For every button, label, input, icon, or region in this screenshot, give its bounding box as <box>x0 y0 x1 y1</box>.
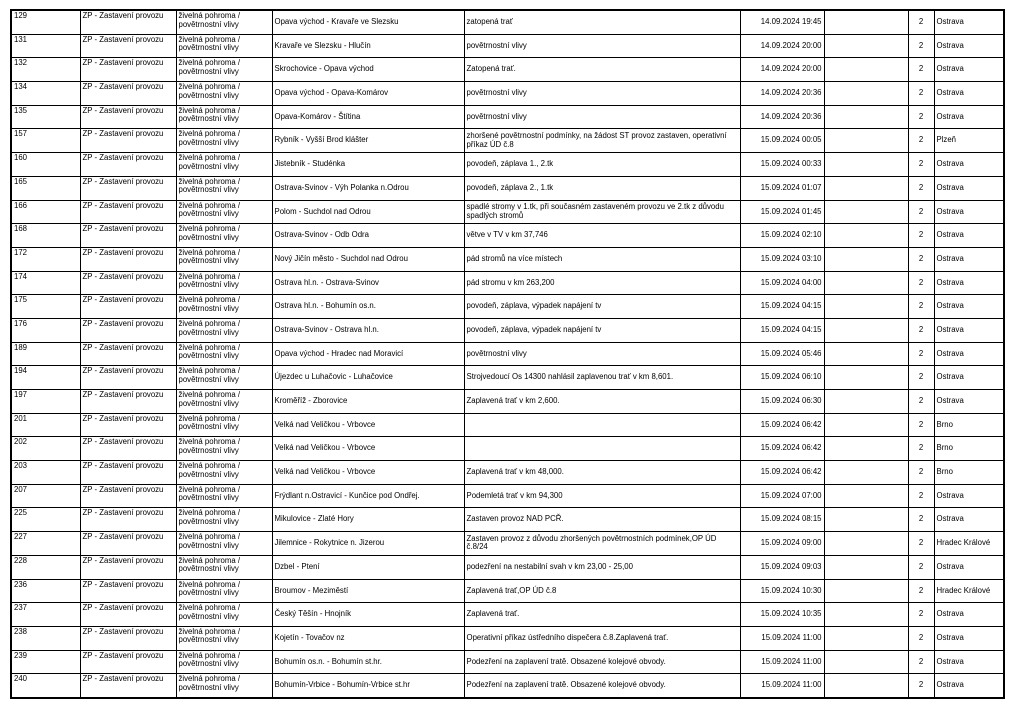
region-cell: Ostrava <box>934 318 1004 342</box>
description-cell: povětrnostní vlivy <box>464 82 740 106</box>
closure-type-cell: ZP - Zastavení provozu <box>80 342 176 366</box>
description-cell: podezření na nestabilní svah v km 23,00 - 25,00 <box>464 555 740 579</box>
closure-type-cell: ZP - Zastavení provozu <box>80 390 176 414</box>
end-time-cell <box>824 224 908 248</box>
start-time-cell: 15.09.2024 06:10 <box>740 366 824 390</box>
closures-table <box>10 9 1005 699</box>
row-id-cell: 176 <box>11 318 80 342</box>
region-cell: Hradec Králové <box>934 579 1004 603</box>
region-cell: Ostrava <box>934 508 1004 532</box>
table-row <box>11 129 1004 153</box>
row-id-cell: 189 <box>11 342 80 366</box>
start-time-cell: 15.09.2024 04:15 <box>740 318 824 342</box>
end-time-cell <box>824 532 908 556</box>
closure-type-cell: ZP - Zastavení provozu <box>80 484 176 508</box>
table-row <box>11 10 1004 34</box>
level-cell: 2 <box>908 650 934 674</box>
table-row <box>11 390 1004 414</box>
start-time-cell: 15.09.2024 05:46 <box>740 342 824 366</box>
description-cell <box>464 437 740 461</box>
row-id-cell: 238 <box>11 626 80 650</box>
end-time-cell <box>824 58 908 82</box>
level-cell: 2 <box>908 58 934 82</box>
cause-cell: živelná pohroma / povětrnostní vlivy <box>176 295 272 319</box>
row-id-cell: 203 <box>11 461 80 485</box>
table-row <box>11 271 1004 295</box>
description-cell: větve v TV v km 37,746 <box>464 224 740 248</box>
end-time-cell <box>824 34 908 58</box>
region-cell: Hradec Králové <box>934 532 1004 556</box>
track-section-cell: Velká nad Veličkou - Vrbovce <box>272 437 464 461</box>
row-id-cell: 236 <box>11 579 80 603</box>
cause-cell: živelná pohroma / povětrnostní vlivy <box>176 153 272 177</box>
cause-cell: živelná pohroma / povětrnostní vlivy <box>176 484 272 508</box>
start-time-cell: 15.09.2024 10:35 <box>740 603 824 627</box>
region-cell: Ostrava <box>934 176 1004 200</box>
closure-type-cell: ZP - Zastavení provozu <box>80 34 176 58</box>
level-cell: 2 <box>908 603 934 627</box>
table-row <box>11 176 1004 200</box>
region-cell: Ostrava <box>934 650 1004 674</box>
end-time-cell <box>824 176 908 200</box>
start-time-cell: 14.09.2024 20:36 <box>740 105 824 129</box>
track-section-cell: Velká nad Veličkou - Vrbovce <box>272 461 464 485</box>
end-time-cell <box>824 153 908 177</box>
row-id-cell: 174 <box>11 271 80 295</box>
start-time-cell: 15.09.2024 11:00 <box>740 626 824 650</box>
track-section-cell: Újezdec u Luhačovic - Luhačovice <box>272 366 464 390</box>
end-time-cell <box>824 129 908 153</box>
end-time-cell <box>824 366 908 390</box>
table-row <box>11 461 1004 485</box>
end-time-cell <box>824 461 908 485</box>
end-time-cell <box>824 413 908 437</box>
cause-cell: živelná pohroma / povětrnostní vlivy <box>176 413 272 437</box>
end-time-cell <box>824 105 908 129</box>
start-time-cell: 15.09.2024 08:15 <box>740 508 824 532</box>
description-cell: povodeň, záplava, výpadek napájení tv <box>464 318 740 342</box>
table-row <box>11 532 1004 556</box>
region-cell: Ostrava <box>934 82 1004 106</box>
row-id-cell: 135 <box>11 105 80 129</box>
level-cell: 2 <box>908 34 934 58</box>
region-cell: Ostrava <box>934 224 1004 248</box>
row-id-cell: 239 <box>11 650 80 674</box>
description-cell: zatopená trať <box>464 10 740 34</box>
region-cell: Ostrava <box>934 295 1004 319</box>
track-section-cell: Opava východ - Opava-Komárov <box>272 82 464 106</box>
closure-type-cell: ZP - Zastavení provozu <box>80 176 176 200</box>
cause-cell: živelná pohroma / povětrnostní vlivy <box>176 200 272 224</box>
region-cell: Brno <box>934 413 1004 437</box>
track-section-cell: Jilemnice - Rokytnice n. Jizerou <box>272 532 464 556</box>
cause-cell: živelná pohroma / povětrnostní vlivy <box>176 342 272 366</box>
closure-type-cell: ZP - Zastavení provozu <box>80 129 176 153</box>
closure-type-cell: ZP - Zastavení provozu <box>80 318 176 342</box>
track-section-cell: Mikulovice - Zlaté Hory <box>272 508 464 532</box>
region-cell: Ostrava <box>934 200 1004 224</box>
start-time-cell: 14.09.2024 20:00 <box>740 58 824 82</box>
table-row <box>11 674 1004 698</box>
table-row <box>11 247 1004 271</box>
row-id-cell: 207 <box>11 484 80 508</box>
row-id-cell: 165 <box>11 176 80 200</box>
cause-cell: živelná pohroma / povětrnostní vlivy <box>176 176 272 200</box>
table-row <box>11 484 1004 508</box>
level-cell: 2 <box>908 200 934 224</box>
region-cell: Ostrava <box>934 390 1004 414</box>
cause-cell: živelná pohroma / povětrnostní vlivy <box>176 247 272 271</box>
region-cell: Ostrava <box>934 34 1004 58</box>
track-section-cell: Frýdlant n.Ostravicí - Kunčice pod Ondřej. <box>272 484 464 508</box>
track-section-cell: Ostrava hl.n. - Bohumín os.n. <box>272 295 464 319</box>
row-id-cell: 175 <box>11 295 80 319</box>
end-time-cell <box>824 295 908 319</box>
table-row <box>11 58 1004 82</box>
region-cell: Ostrava <box>934 484 1004 508</box>
track-section-cell: Kravaře ve Slezsku - Hlučín <box>272 34 464 58</box>
table-row <box>11 437 1004 461</box>
track-section-cell: Rybník - Vyšší Brod klášter <box>272 129 464 153</box>
region-cell: Ostrava <box>934 603 1004 627</box>
track-section-cell: Skrochovice - Opava východ <box>272 58 464 82</box>
description-cell: Podezření na zaplavení tratě. Obsazené kolejové obvody. <box>464 650 740 674</box>
row-id-cell: 129 <box>11 10 80 34</box>
closure-type-cell: ZP - Zastavení provozu <box>80 603 176 627</box>
level-cell: 2 <box>908 508 934 532</box>
start-time-cell: 15.09.2024 00:33 <box>740 153 824 177</box>
level-cell: 2 <box>908 366 934 390</box>
description-cell: povodeň, záplava 2., 1.tk <box>464 176 740 200</box>
start-time-cell: 15.09.2024 07:00 <box>740 484 824 508</box>
closure-type-cell: ZP - Zastavení provozu <box>80 461 176 485</box>
region-cell: Ostrava <box>934 366 1004 390</box>
row-id-cell: 202 <box>11 437 80 461</box>
start-time-cell: 15.09.2024 10:30 <box>740 579 824 603</box>
closure-type-cell: ZP - Zastavení provozu <box>80 579 176 603</box>
region-cell: Plzeň <box>934 129 1004 153</box>
end-time-cell <box>824 390 908 414</box>
document-page <box>10 9 1003 699</box>
cause-cell: živelná pohroma / povětrnostní vlivy <box>176 603 272 627</box>
cause-cell: živelná pohroma / povětrnostní vlivy <box>176 58 272 82</box>
table-row <box>11 366 1004 390</box>
table-row <box>11 295 1004 319</box>
description-cell: povodeň, záplava, výpadek napájení tv <box>464 295 740 319</box>
end-time-cell <box>824 579 908 603</box>
closure-type-cell: ZP - Zastavení provozu <box>80 200 176 224</box>
start-time-cell: 15.09.2024 06:42 <box>740 437 824 461</box>
level-cell: 2 <box>908 10 934 34</box>
closure-type-cell: ZP - Zastavení provozu <box>80 437 176 461</box>
table-body <box>11 10 1004 698</box>
table-row <box>11 34 1004 58</box>
level-cell: 2 <box>908 484 934 508</box>
region-cell: Ostrava <box>934 10 1004 34</box>
level-cell: 2 <box>908 674 934 698</box>
end-time-cell <box>824 247 908 271</box>
description-cell: pád stromů na více místech <box>464 247 740 271</box>
start-time-cell: 14.09.2024 20:36 <box>740 82 824 106</box>
cause-cell: živelná pohroma / povětrnostní vlivy <box>176 105 272 129</box>
closure-type-cell: ZP - Zastavení provozu <box>80 105 176 129</box>
level-cell: 2 <box>908 153 934 177</box>
table-row <box>11 555 1004 579</box>
track-section-cell: Opava-Komárov - Štítina <box>272 105 464 129</box>
table-row <box>11 224 1004 248</box>
track-section-cell: Jistebník - Studénka <box>272 153 464 177</box>
table-row <box>11 342 1004 366</box>
track-section-cell: Kojetín - Tovačov nz <box>272 626 464 650</box>
cause-cell: živelná pohroma / povětrnostní vlivy <box>176 650 272 674</box>
table-row <box>11 626 1004 650</box>
end-time-cell <box>824 555 908 579</box>
description-cell: Zaplavená trať v km 48,000. <box>464 461 740 485</box>
closure-type-cell: ZP - Zastavení provozu <box>80 247 176 271</box>
cause-cell: živelná pohroma / povětrnostní vlivy <box>176 129 272 153</box>
closure-type-cell: ZP - Zastavení provozu <box>80 82 176 106</box>
table-row <box>11 413 1004 437</box>
level-cell: 2 <box>908 437 934 461</box>
row-id-cell: 194 <box>11 366 80 390</box>
description-cell: Zastaven provoz NAD PCŘ. <box>464 508 740 532</box>
description-cell: Zaplavená trať,OP ÚD č.8 <box>464 579 740 603</box>
cause-cell: živelná pohroma / povětrnostní vlivy <box>176 674 272 698</box>
row-id-cell: 168 <box>11 224 80 248</box>
row-id-cell: 237 <box>11 603 80 627</box>
track-section-cell: Opava východ - Hradec nad Moravicí <box>272 342 464 366</box>
cause-cell: živelná pohroma / povětrnostní vlivy <box>176 579 272 603</box>
row-id-cell: 225 <box>11 508 80 532</box>
description-cell: Strojvedoucí Os 14300 nahlásil zaplavenou trať v km 8,601. <box>464 366 740 390</box>
start-time-cell: 15.09.2024 11:00 <box>740 650 824 674</box>
start-time-cell: 15.09.2024 11:00 <box>740 674 824 698</box>
end-time-cell <box>824 82 908 106</box>
start-time-cell: 15.09.2024 06:30 <box>740 390 824 414</box>
table-row <box>11 318 1004 342</box>
table-row <box>11 508 1004 532</box>
level-cell: 2 <box>908 247 934 271</box>
cause-cell: živelná pohroma / povětrnostní vlivy <box>176 461 272 485</box>
cause-cell: živelná pohroma / povětrnostní vlivy <box>176 366 272 390</box>
track-section-cell: Broumov - Meziměstí <box>272 579 464 603</box>
row-id-cell: 157 <box>11 129 80 153</box>
level-cell: 2 <box>908 461 934 485</box>
track-section-cell: Polom - Suchdol nad Odrou <box>272 200 464 224</box>
end-time-cell <box>824 10 908 34</box>
description-cell: povětrnostní vlivy <box>464 34 740 58</box>
cause-cell: živelná pohroma / povětrnostní vlivy <box>176 318 272 342</box>
end-time-cell <box>824 674 908 698</box>
description-cell: Zaplavená trať v km 2,600. <box>464 390 740 414</box>
region-cell: Ostrava <box>934 674 1004 698</box>
cause-cell: živelná pohroma / povětrnostní vlivy <box>176 626 272 650</box>
level-cell: 2 <box>908 579 934 603</box>
row-id-cell: 227 <box>11 532 80 556</box>
description-cell: Podezření na zaplavení tratě. Obsazené kolejové obvody. <box>464 674 740 698</box>
start-time-cell: 15.09.2024 00:05 <box>740 129 824 153</box>
closure-type-cell: ZP - Zastavení provozu <box>80 295 176 319</box>
closure-type-cell: ZP - Zastavení provozu <box>80 674 176 698</box>
closure-type-cell: ZP - Zastavení provozu <box>80 626 176 650</box>
description-cell: zhoršené povětrnostní podmínky, na žádost ST provoz zastaven, operativní příkaz ÚD č.8 <box>464 129 740 153</box>
level-cell: 2 <box>908 105 934 129</box>
row-id-cell: 132 <box>11 58 80 82</box>
row-id-cell: 201 <box>11 413 80 437</box>
closure-type-cell: ZP - Zastavení provozu <box>80 271 176 295</box>
table-row <box>11 603 1004 627</box>
track-section-cell: Český Těšín - Hnojník <box>272 603 464 627</box>
region-cell: Ostrava <box>934 626 1004 650</box>
closure-type-cell: ZP - Zastavení provozu <box>80 224 176 248</box>
start-time-cell: 15.09.2024 01:07 <box>740 176 824 200</box>
track-section-cell: Ostrava-Svinov - Odb Odra <box>272 224 464 248</box>
cause-cell: živelná pohroma / povětrnostní vlivy <box>176 82 272 106</box>
cause-cell: živelná pohroma / povětrnostní vlivy <box>176 34 272 58</box>
track-section-cell: Bohumín-Vrbice - Bohumín-Vrbice st.hr <box>272 674 464 698</box>
table-row <box>11 200 1004 224</box>
cause-cell: živelná pohroma / povětrnostní vlivy <box>176 555 272 579</box>
track-section-cell: Ostrava-Svinov - Ostrava hl.n. <box>272 318 464 342</box>
region-cell: Ostrava <box>934 555 1004 579</box>
cause-cell: živelná pohroma / povětrnostní vlivy <box>176 224 272 248</box>
description-cell: pád stromu v km 263,200 <box>464 271 740 295</box>
row-id-cell: 197 <box>11 390 80 414</box>
start-time-cell: 14.09.2024 20:00 <box>740 34 824 58</box>
end-time-cell <box>824 318 908 342</box>
level-cell: 2 <box>908 295 934 319</box>
closure-type-cell: ZP - Zastavení provozu <box>80 413 176 437</box>
row-id-cell: 134 <box>11 82 80 106</box>
level-cell: 2 <box>908 129 934 153</box>
table-row <box>11 105 1004 129</box>
closure-type-cell: ZP - Zastavení provozu <box>80 650 176 674</box>
description-cell: Zatopená trať. <box>464 58 740 82</box>
track-section-cell: Kroměříž - Zborovice <box>272 390 464 414</box>
region-cell: Ostrava <box>934 247 1004 271</box>
row-id-cell: 240 <box>11 674 80 698</box>
closure-type-cell: ZP - Zastavení provozu <box>80 532 176 556</box>
region-cell: Ostrava <box>934 342 1004 366</box>
description-cell: Operativní příkaz ústředního dispečera č.8.Zaplavená trať. <box>464 626 740 650</box>
start-time-cell: 15.09.2024 03:10 <box>740 247 824 271</box>
description-cell <box>464 413 740 437</box>
start-time-cell: 15.09.2024 02:10 <box>740 224 824 248</box>
level-cell: 2 <box>908 532 934 556</box>
row-id-cell: 166 <box>11 200 80 224</box>
cause-cell: živelná pohroma / povětrnostní vlivy <box>176 532 272 556</box>
track-section-cell: Nový Jičín město - Suchdol nad Odrou <box>272 247 464 271</box>
level-cell: 2 <box>908 82 934 106</box>
level-cell: 2 <box>908 342 934 366</box>
region-cell: Brno <box>934 461 1004 485</box>
end-time-cell <box>824 437 908 461</box>
cause-cell: živelná pohroma / povětrnostní vlivy <box>176 271 272 295</box>
cause-cell: živelná pohroma / povětrnostní vlivy <box>176 508 272 532</box>
cause-cell: živelná pohroma / povětrnostní vlivy <box>176 10 272 34</box>
closure-type-cell: ZP - Zastavení provozu <box>80 508 176 532</box>
description-cell: spadlé stromy v 1.tk, při současném zastaveném provozu ve 2.tk z důvodu spadlých stromů <box>464 200 740 224</box>
region-cell: Ostrava <box>934 271 1004 295</box>
end-time-cell <box>824 650 908 674</box>
row-id-cell: 172 <box>11 247 80 271</box>
cause-cell: živelná pohroma / povětrnostní vlivy <box>176 437 272 461</box>
track-section-cell: Dzbel - Ptení <box>272 555 464 579</box>
table-row <box>11 153 1004 177</box>
closure-type-cell: ZP - Zastavení provozu <box>80 153 176 177</box>
start-time-cell: 15.09.2024 04:15 <box>740 295 824 319</box>
start-time-cell: 15.09.2024 09:03 <box>740 555 824 579</box>
level-cell: 2 <box>908 390 934 414</box>
end-time-cell <box>824 626 908 650</box>
end-time-cell <box>824 508 908 532</box>
start-time-cell: 15.09.2024 01:45 <box>740 200 824 224</box>
end-time-cell <box>824 603 908 627</box>
start-time-cell: 15.09.2024 09:00 <box>740 532 824 556</box>
end-time-cell <box>824 342 908 366</box>
region-cell: Brno <box>934 437 1004 461</box>
closure-type-cell: ZP - Zastavení provozu <box>80 10 176 34</box>
level-cell: 2 <box>908 224 934 248</box>
table-row <box>11 650 1004 674</box>
description-cell: Zastaven provoz z důvodu zhoršených povětrnostních podmínek,OP ÚD č.8/24 <box>464 532 740 556</box>
end-time-cell <box>824 271 908 295</box>
row-id-cell: 228 <box>11 555 80 579</box>
region-cell: Ostrava <box>934 153 1004 177</box>
row-id-cell: 131 <box>11 34 80 58</box>
end-time-cell <box>824 484 908 508</box>
level-cell: 2 <box>908 626 934 650</box>
start-time-cell: 15.09.2024 06:42 <box>740 461 824 485</box>
region-cell: Ostrava <box>934 105 1004 129</box>
track-section-cell: Ostrava-Svinov - Výh Polanka n.Odrou <box>272 176 464 200</box>
description-cell: Podemletá trať v km 94,300 <box>464 484 740 508</box>
row-id-cell: 160 <box>11 153 80 177</box>
table-row <box>11 82 1004 106</box>
cause-cell: živelná pohroma / povětrnostní vlivy <box>176 390 272 414</box>
closure-type-cell: ZP - Zastavení provozu <box>80 366 176 390</box>
description-cell: povětrnostní vlivy <box>464 105 740 129</box>
start-time-cell: 15.09.2024 06:42 <box>740 413 824 437</box>
start-time-cell: 15.09.2024 04:00 <box>740 271 824 295</box>
table-row <box>11 579 1004 603</box>
level-cell: 2 <box>908 271 934 295</box>
track-section-cell: Opava východ - Kravaře ve Slezsku <box>272 10 464 34</box>
track-section-cell: Bohumín os.n. - Bohumín st.hr. <box>272 650 464 674</box>
track-section-cell: Ostrava hl.n. - Ostrava-Svinov <box>272 271 464 295</box>
region-cell: Ostrava <box>934 58 1004 82</box>
level-cell: 2 <box>908 176 934 200</box>
level-cell: 2 <box>908 555 934 579</box>
description-cell: povětrnostní vlivy <box>464 342 740 366</box>
track-section-cell: Velká nad Veličkou - Vrbovce <box>272 413 464 437</box>
start-time-cell: 14.09.2024 19:45 <box>740 10 824 34</box>
level-cell: 2 <box>908 318 934 342</box>
end-time-cell <box>824 200 908 224</box>
closure-type-cell: ZP - Zastavení provozu <box>80 555 176 579</box>
closure-type-cell: ZP - Zastavení provozu <box>80 58 176 82</box>
description-cell: Zaplavená trať. <box>464 603 740 627</box>
level-cell: 2 <box>908 413 934 437</box>
description-cell: povodeň, záplava 1., 2.tk <box>464 153 740 177</box>
